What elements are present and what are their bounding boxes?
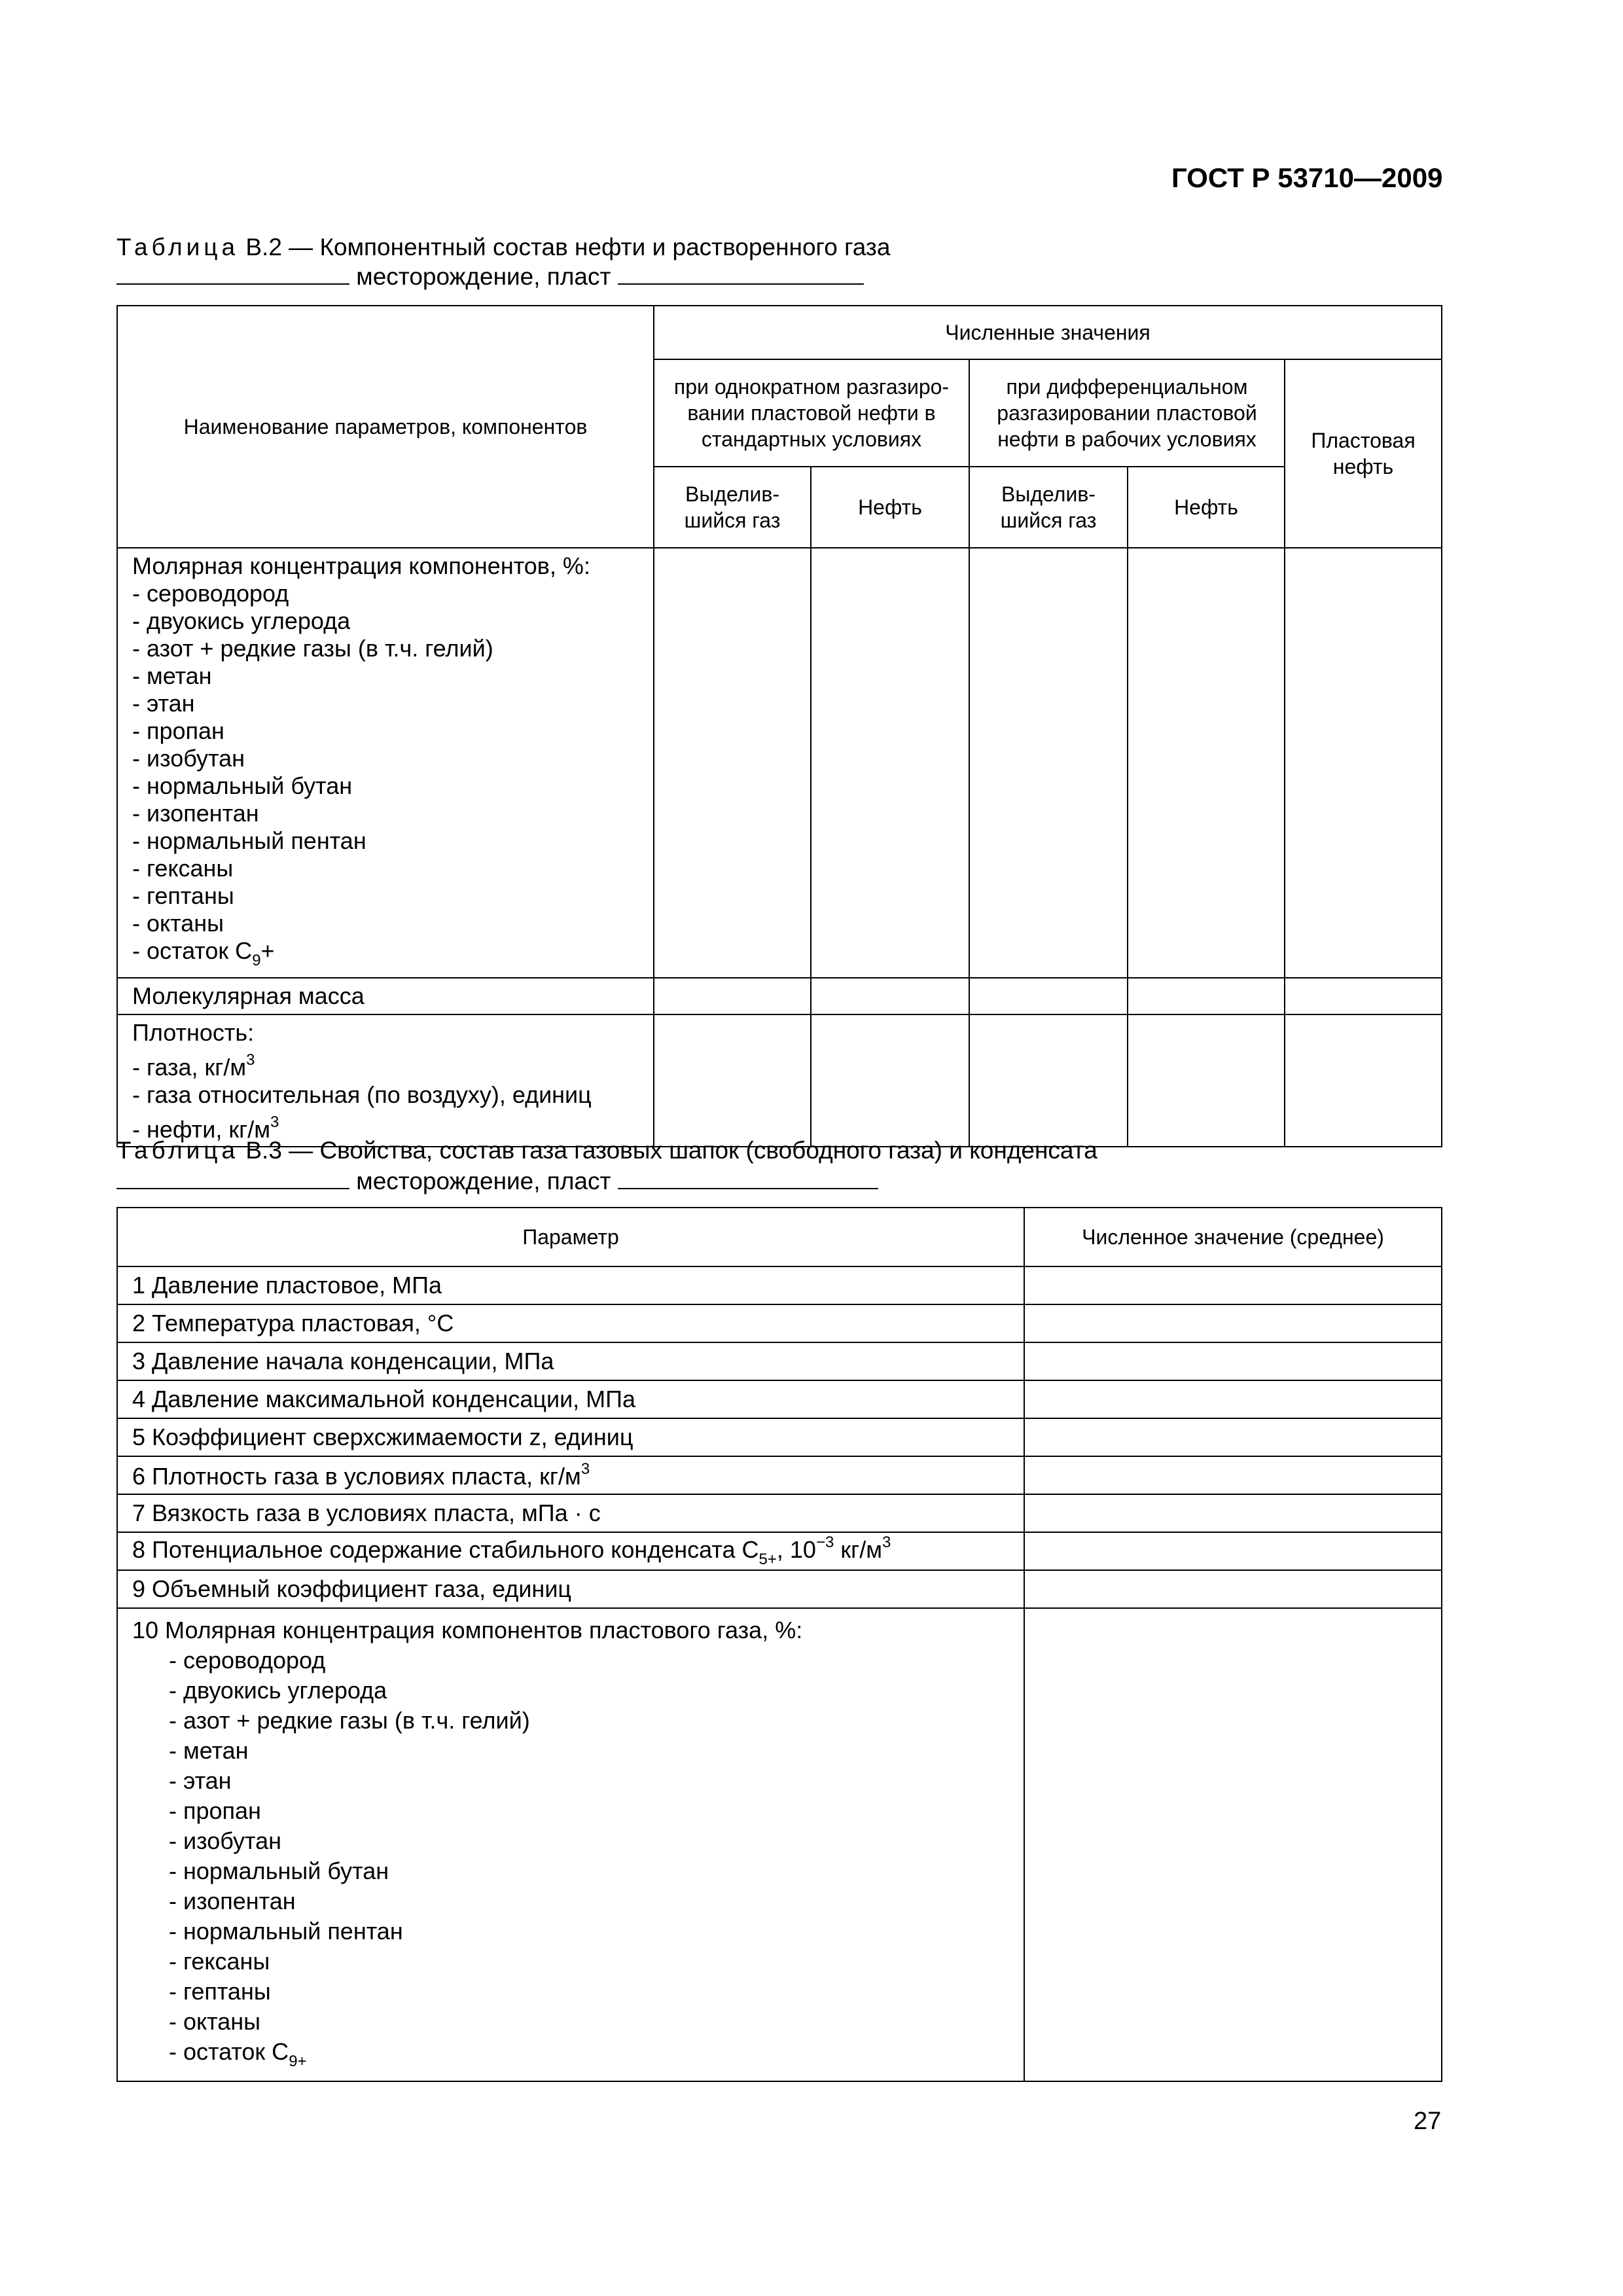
page-number: 27: [1414, 2108, 1442, 2135]
empty-cell: [1024, 1456, 1442, 1494]
density-title: Плотность:: [132, 1019, 255, 1046]
list-item: - октаны: [132, 910, 224, 937]
table-b3-caption: [116, 1136, 1097, 1166]
list-item: - пропан: [132, 717, 224, 744]
table-row: [117, 1304, 1442, 1342]
empty-cell: [1024, 1304, 1442, 1342]
list-item: - этан: [169, 1767, 232, 1794]
list-item: - метан: [132, 662, 212, 689]
field-blank: [116, 1168, 349, 1189]
subscript: 5+: [758, 1551, 777, 1568]
table-row: [117, 1014, 1442, 1147]
row-label: 2 Температура пластовая, °С: [117, 1304, 1024, 1342]
empty-cell: [1285, 978, 1442, 1014]
row-label: 4 Давление максимальной конденсации, МПа: [117, 1380, 1024, 1418]
row-label: 9 Объемный коэффициент газа, единиц: [117, 1570, 1024, 1608]
residue-subscript: 9+: [289, 2053, 307, 2070]
empty-cell: [1285, 548, 1442, 978]
table-b2: [116, 305, 1442, 1147]
molar-title: Молярная концентрация компонентов, %:: [132, 552, 590, 579]
empty-cell: [969, 548, 1128, 978]
list-item: - пропан: [169, 1797, 261, 1824]
list-item: - метан: [169, 1737, 249, 1764]
row-label: 7 Вязкость газа в условиях пласта, мПа · с: [117, 1494, 1024, 1532]
header-released-gas: Выделив-шийся газ: [969, 467, 1128, 548]
table-b3-caption-text: В.3 — Свойства, состав газа газовых шапок (свободного газа) и конденсата: [239, 1137, 1097, 1164]
row-label: [117, 1532, 1024, 1570]
empty-cell: [811, 978, 969, 1014]
list-item: - сероводород: [132, 580, 289, 607]
list-item: - сероводород: [169, 1647, 326, 1674]
list-item: - гептаны: [169, 1978, 271, 2005]
field-blank: [618, 1168, 878, 1189]
residue-subscript: 9: [252, 952, 261, 969]
empty-cell: [811, 1014, 969, 1147]
table-b3-location-line: [116, 1166, 878, 1196]
table-b3-location-text: месторождение, пласт: [356, 1168, 611, 1194]
empty-cell: [811, 548, 969, 978]
header-differential: при дифференциальном разгазировании пластовой нефти в рабочих условиях: [969, 359, 1285, 467]
table-b2-location-text: месторождение, пласт: [356, 263, 611, 290]
list-item-residue: [132, 2037, 1017, 2077]
list-item: - изопентан: [132, 800, 259, 827]
table-row: [117, 1418, 1442, 1456]
density-gas-text: - газа, кг/м: [132, 1054, 247, 1081]
table-row: [117, 1342, 1442, 1380]
row-label: [117, 1456, 1024, 1494]
table-row: [117, 548, 1442, 978]
header-oil: Нефть: [1128, 467, 1285, 548]
list-item: - изопентан: [169, 1888, 296, 1914]
row-label: 1 Давление пластовое, МПа: [117, 1266, 1024, 1304]
superscript: 3: [270, 1113, 279, 1131]
list-item: - двуокись углерода: [132, 607, 351, 634]
table-row: [117, 1266, 1442, 1304]
header-param-name: Наименование параметров, компонентов: [117, 306, 654, 548]
table-b2-location-line: [116, 262, 864, 292]
table-row: [117, 1532, 1442, 1570]
empty-cell: [969, 1014, 1128, 1147]
row8-mid: , 10: [776, 1536, 816, 1563]
empty-cell: [1024, 1608, 1442, 2081]
table-b3-caption-label: Таблица: [116, 1137, 240, 1164]
header-released-gas: Выделив-шийся газ: [654, 467, 811, 548]
list-item: [132, 1047, 647, 1081]
residue-text: - остаток С: [169, 2038, 289, 2065]
empty-cell: [1024, 1266, 1442, 1304]
list-item: - изобутан: [132, 745, 245, 772]
table-row: [117, 1570, 1442, 1608]
density-cell: [117, 1014, 654, 1147]
empty-cell: [1128, 548, 1285, 978]
empty-cell: [1024, 1418, 1442, 1456]
molecular-mass-cell: Молекулярная масса: [117, 978, 654, 1014]
row8-unit: кг/м: [834, 1536, 882, 1563]
row-label: 3 Давление начала конденсации, МПа: [117, 1342, 1024, 1380]
empty-cell: [1024, 1494, 1442, 1532]
header-numeric-value: Численное значение (среднее): [1024, 1208, 1442, 1266]
table-row: [117, 978, 1442, 1014]
list-item-residue: [132, 937, 647, 975]
empty-cell: [1128, 978, 1285, 1014]
list-item: - этан: [132, 690, 195, 717]
residue-tail: +: [260, 937, 275, 964]
list-item: - гексаны: [169, 1948, 270, 1975]
empty-cell: [1024, 1380, 1442, 1418]
list-item: - азот + редкие газы (в т.ч. гелий): [169, 1707, 530, 1734]
empty-cell: [654, 1014, 811, 1147]
header-numeric-values: Численные значения: [654, 306, 1442, 359]
list-item: - азот + редкие газы (в т.ч. гелий): [132, 635, 493, 662]
row10-title: 10 Молярная концентрация компонентов пластового газа, %:: [132, 1617, 803, 1643]
header-reservoir-oil: Пластовая нефть: [1285, 359, 1442, 548]
superscript: 3: [580, 1460, 590, 1478]
table-row: [117, 1494, 1442, 1532]
list-item: - двуокись углерода: [169, 1677, 387, 1704]
field-blank: [618, 264, 864, 285]
row8-text: 8 Потенциальное содержание стабильного конденсата С: [132, 1536, 759, 1563]
table-b2-caption-text: В.2 — Компонентный состав нефти и растворенного газа: [239, 234, 891, 260]
row-label: 5 Коэффициент сверхсжимаемости z, единиц: [117, 1418, 1024, 1456]
empty-cell: [654, 978, 811, 1014]
superscript: −3: [815, 1534, 834, 1551]
header-single-stage: при однократном разгазиро-вании пластовой нефти в стандартных условиях: [654, 359, 969, 467]
row6-text: 6 Плотность газа в условиях пласта, кг/м: [132, 1463, 581, 1490]
list-item: - изобутан: [169, 1827, 282, 1854]
list-item: - нормальный бутан: [132, 772, 353, 799]
field-blank: [116, 264, 349, 285]
list-item: - газа относительная (по воздуху), единиц: [132, 1081, 592, 1108]
document-code: ГОСТ Р 53710—2009: [1171, 162, 1443, 193]
density-oil-text: - нефти, кг/м: [132, 1116, 270, 1143]
table-row: [117, 1380, 1442, 1418]
table-row: [117, 1456, 1442, 1494]
list-item: - нормальный пентан: [132, 827, 366, 854]
table-b2-caption-label: Таблица: [116, 234, 240, 260]
superscript: 3: [882, 1534, 891, 1551]
empty-cell: [1024, 1342, 1442, 1380]
empty-cell: [1128, 1014, 1285, 1147]
header-parameter: Параметр: [117, 1208, 1024, 1266]
empty-cell: [1285, 1014, 1442, 1147]
empty-cell: [1024, 1570, 1442, 1608]
table-b3: [116, 1207, 1442, 2082]
list-item: - нормальный бутан: [169, 1857, 389, 1884]
empty-cell: [969, 978, 1128, 1014]
superscript: 3: [246, 1051, 255, 1069]
table-b2-caption: [116, 232, 890, 262]
empty-cell: [654, 548, 811, 978]
molar-concentration-cell: [117, 548, 654, 978]
list-item: - гептаны: [132, 882, 234, 909]
list-item: - октаны: [169, 2008, 261, 2035]
row10-cell: [117, 1608, 1024, 2081]
table-row: [117, 1608, 1442, 2081]
list-item: - гексаны: [132, 855, 234, 882]
empty-cell: [1024, 1532, 1442, 1570]
residue-text: - остаток С: [132, 937, 253, 964]
header-oil: Нефть: [811, 467, 969, 548]
list-item: - нормальный пентан: [169, 1918, 403, 1945]
